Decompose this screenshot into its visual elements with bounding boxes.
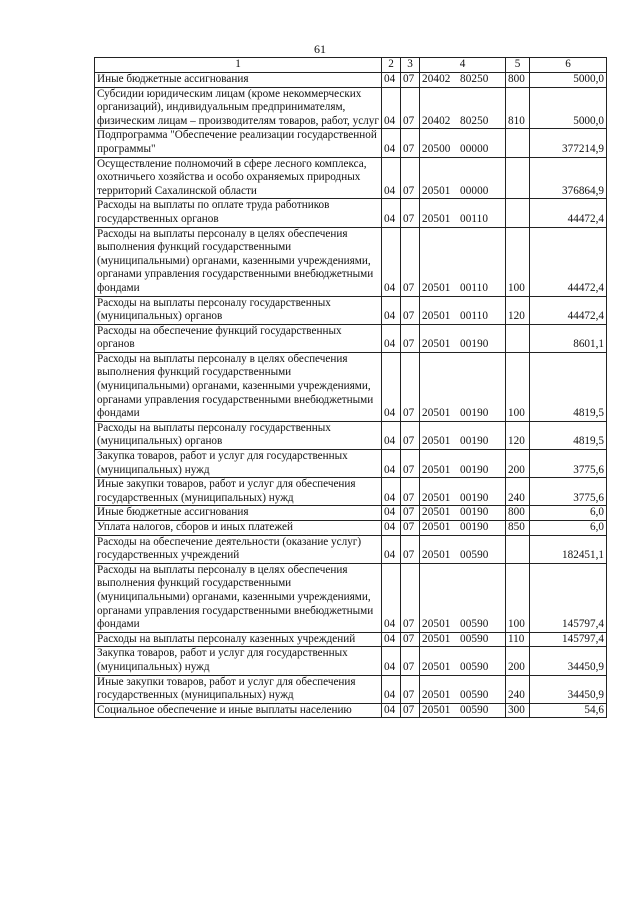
row-target-article xyxy=(420,421,506,449)
row-subsection: 07 xyxy=(401,632,420,647)
table-row xyxy=(95,647,607,675)
row-target-article xyxy=(420,129,506,157)
row-target-article-direction: 80250 xyxy=(460,114,489,127)
row-name: Расходы на выплаты персоналу казенных учреждений xyxy=(95,632,382,647)
row-name: Субсидии юридическим лицам (кроме некоммерческих организаций), индивидуальным предпринимателям, физическим лицам – производителям товаров, работ, услуг xyxy=(95,87,382,129)
row-name: Расходы на выплаты персоналу государственных (муниципальных) органов xyxy=(95,421,382,449)
row-expense-type xyxy=(506,324,530,352)
row-target-article-direction: 00190 xyxy=(460,491,489,504)
table-row xyxy=(95,521,607,536)
row-target-article-direction: 00110 xyxy=(460,212,489,225)
row-name: Иные закупки товаров, работ и услуг для обеспечения государственных (муниципальных) нужд xyxy=(95,478,382,506)
header-row xyxy=(95,58,607,73)
row-subsection: 07 xyxy=(401,296,420,324)
row-subsection: 07 xyxy=(401,227,420,296)
row-subsection: 07 xyxy=(401,563,420,632)
row-section: 04 xyxy=(382,632,401,647)
table-row xyxy=(95,478,607,506)
row-amount: 182451,1 xyxy=(530,535,607,563)
row-section: 04 xyxy=(382,227,401,296)
row-target-article-program: 20501 xyxy=(422,703,451,716)
row-section: 04 xyxy=(382,450,401,478)
row-amount: 145797,4 xyxy=(530,632,607,647)
row-expense-type: 810 xyxy=(506,87,530,129)
row-expense-type: 100 xyxy=(506,352,530,421)
row-target-article-program: 20501 xyxy=(422,618,451,631)
row-subsection: 07 xyxy=(401,157,420,199)
table-body xyxy=(95,73,607,718)
table-row xyxy=(95,87,607,129)
row-target-article xyxy=(420,352,506,421)
row-subsection: 07 xyxy=(401,506,420,521)
row-amount: 145797,4 xyxy=(530,563,607,632)
row-subsection: 07 xyxy=(401,450,420,478)
row-expense-type xyxy=(506,535,530,563)
row-section: 04 xyxy=(382,324,401,352)
table-row xyxy=(95,352,607,421)
row-target-article xyxy=(420,506,506,521)
row-target-article xyxy=(420,227,506,296)
row-expense-type: 110 xyxy=(506,632,530,647)
row-target-article-program: 20501 xyxy=(422,689,451,702)
row-target-article-program: 20402 xyxy=(422,114,451,127)
table-row xyxy=(95,199,607,227)
table-row xyxy=(95,506,607,521)
table-row xyxy=(95,421,607,449)
row-target-article-program: 20501 xyxy=(422,491,451,504)
row-name: Закупка товаров, работ и услуг для государственных (муниципальных) нужд xyxy=(95,450,382,478)
row-amount: 5000,0 xyxy=(530,87,607,129)
row-name: Расходы на выплаты персоналу в целях обеспечения выполнения функций государственными (муниципальными) органами, казенными учреждениями, органами управления государственными внебюджетными фондами xyxy=(95,227,382,296)
header-col-2: 2 xyxy=(382,58,401,73)
row-expense-type: 100 xyxy=(506,227,530,296)
row-amount: 34450,9 xyxy=(530,647,607,675)
row-name: Расходы на выплаты персоналу в целях обеспечения выполнения функций государственными (муниципальными) органами, казенными учреждениями, органами управления государственными внебюджетными фондами xyxy=(95,563,382,632)
row-name: Осуществление полномочий в сфере лесного комплекса, охотничьего хозяйства и особо охраняемых природных территорий Сахалинской области xyxy=(95,157,382,199)
row-subsection: 07 xyxy=(401,352,420,421)
row-name: Иные бюджетные ассигнования xyxy=(95,506,382,521)
row-target-article-direction: 00590 xyxy=(460,549,489,562)
row-subsection: 07 xyxy=(401,129,420,157)
row-target-article-program: 20501 xyxy=(422,310,451,323)
header-col-6: 6 xyxy=(530,58,607,73)
row-section: 04 xyxy=(382,199,401,227)
table-row xyxy=(95,703,607,718)
row-target-article-program: 20501 xyxy=(422,338,451,351)
row-name: Иные бюджетные ассигнования xyxy=(95,73,382,88)
row-target-article xyxy=(420,703,506,718)
row-expense-type xyxy=(506,157,530,199)
row-target-article-program: 20500 xyxy=(422,142,451,155)
row-amount: 3775,6 xyxy=(530,450,607,478)
row-target-article xyxy=(420,87,506,129)
row-target-article-program: 20501 xyxy=(422,463,451,476)
row-section: 04 xyxy=(382,563,401,632)
row-target-article xyxy=(420,535,506,563)
row-subsection: 07 xyxy=(401,675,420,703)
row-expense-type: 800 xyxy=(506,73,530,88)
row-name: Расходы на выплаты персоналу государственных (муниципальных) органов xyxy=(95,296,382,324)
table-row xyxy=(95,632,607,647)
row-section: 04 xyxy=(382,675,401,703)
row-section: 04 xyxy=(382,421,401,449)
row-amount: 44472,4 xyxy=(530,296,607,324)
row-target-article xyxy=(420,199,506,227)
row-target-article-direction: 00590 xyxy=(460,689,489,702)
table-row xyxy=(95,129,607,157)
row-expense-type xyxy=(506,199,530,227)
header-col-4: 4 xyxy=(420,58,506,73)
row-subsection: 07 xyxy=(401,647,420,675)
header-col-3: 3 xyxy=(401,58,420,73)
table-row xyxy=(95,296,607,324)
row-section: 04 xyxy=(382,703,401,718)
row-target-article-direction: 00190 xyxy=(460,506,489,519)
row-subsection: 07 xyxy=(401,199,420,227)
row-target-article-direction: 00190 xyxy=(460,463,489,476)
row-section: 04 xyxy=(382,647,401,675)
header-col-1: 1 xyxy=(95,58,382,73)
row-name: Подпрограмма "Обеспечение реализации государственной программы" xyxy=(95,129,382,157)
row-subsection: 07 xyxy=(401,521,420,536)
row-target-article xyxy=(420,324,506,352)
row-subsection: 07 xyxy=(401,87,420,129)
row-target-article xyxy=(420,632,506,647)
row-expense-type: 120 xyxy=(506,296,530,324)
row-target-article-direction: 00000 xyxy=(460,184,489,197)
row-section: 04 xyxy=(382,87,401,129)
row-target-article-program: 20501 xyxy=(422,660,451,673)
table-row xyxy=(95,675,607,703)
row-target-article-direction: 00190 xyxy=(460,338,489,351)
row-subsection: 07 xyxy=(401,73,420,88)
row-section: 04 xyxy=(382,157,401,199)
row-target-article-program: 20501 xyxy=(422,521,451,533)
row-amount: 4819,5 xyxy=(530,421,607,449)
row-amount: 3775,6 xyxy=(530,478,607,506)
row-section: 04 xyxy=(382,73,401,88)
row-subsection: 07 xyxy=(401,535,420,563)
row-name: Расходы на обеспечение деятельности (оказание услуг) государственных учреждений xyxy=(95,535,382,563)
row-amount: 6,0 xyxy=(530,521,607,536)
row-target-article xyxy=(420,563,506,632)
table-row xyxy=(95,324,607,352)
row-name: Иные закупки товаров, работ и услуг для обеспечения государственных (муниципальных) нужд xyxy=(95,675,382,703)
row-amount: 4819,5 xyxy=(530,352,607,421)
header-col-5: 5 xyxy=(506,58,530,73)
row-name: Расходы на обеспечение функций государственных органов xyxy=(95,324,382,352)
row-subsection: 07 xyxy=(401,703,420,718)
row-target-article-program: 20501 xyxy=(422,632,451,645)
row-amount: 6,0 xyxy=(530,506,607,521)
row-expense-type: 100 xyxy=(506,563,530,632)
row-target-article-program: 20501 xyxy=(422,212,451,225)
row-section: 04 xyxy=(382,535,401,563)
row-section: 04 xyxy=(382,506,401,521)
row-target-article xyxy=(420,647,506,675)
row-target-article-direction: 00110 xyxy=(460,281,489,294)
row-target-article xyxy=(420,675,506,703)
row-expense-type: 800 xyxy=(506,506,530,521)
row-name: Социальное обеспечение и иные выплаты населению xyxy=(95,703,382,718)
row-target-article-direction: 00190 xyxy=(460,521,489,533)
row-target-article xyxy=(420,521,506,536)
row-target-article-direction: 00110 xyxy=(460,310,489,323)
row-target-article-direction: 00590 xyxy=(460,618,489,631)
row-expense-type: 200 xyxy=(506,647,530,675)
row-target-article-direction: 80250 xyxy=(460,73,489,85)
row-amount: 34450,9 xyxy=(530,675,607,703)
row-expense-type: 240 xyxy=(506,478,530,506)
row-amount: 376864,9 xyxy=(530,157,607,199)
row-expense-type xyxy=(506,129,530,157)
row-target-article-program: 20501 xyxy=(422,549,451,562)
row-target-article-direction: 00190 xyxy=(460,407,489,420)
row-target-article xyxy=(420,478,506,506)
row-name: Закупка товаров, работ и услуг для государственных (муниципальных) нужд xyxy=(95,647,382,675)
row-target-article-direction: 00190 xyxy=(460,435,489,448)
row-subsection: 07 xyxy=(401,324,420,352)
row-amount: 377214,9 xyxy=(530,129,607,157)
row-name: Расходы на выплаты персоналу в целях обеспечения выполнения функций государственными (муниципальными) органами, казенными учреждениями, органами управления государственными внебюджетными фондами xyxy=(95,352,382,421)
row-target-article-program: 20501 xyxy=(422,407,451,420)
table-row xyxy=(95,157,607,199)
table-row xyxy=(95,450,607,478)
row-expense-type: 300 xyxy=(506,703,530,718)
row-subsection: 07 xyxy=(401,478,420,506)
row-section: 04 xyxy=(382,521,401,536)
table-row xyxy=(95,227,607,296)
row-target-article-program: 20501 xyxy=(422,281,451,294)
row-target-article-direction: 00590 xyxy=(460,703,489,716)
row-section: 04 xyxy=(382,352,401,421)
row-section: 04 xyxy=(382,296,401,324)
row-expense-type: 120 xyxy=(506,421,530,449)
row-subsection: 07 xyxy=(401,421,420,449)
row-expense-type: 240 xyxy=(506,675,530,703)
row-expense-type: 200 xyxy=(506,450,530,478)
row-expense-type: 850 xyxy=(506,521,530,536)
row-section: 04 xyxy=(382,129,401,157)
row-target-article-program: 20402 xyxy=(422,73,451,85)
row-name: Уплата налогов, сборов и иных платежей xyxy=(95,521,382,536)
row-amount: 54,6 xyxy=(530,703,607,718)
row-name: Расходы на выплаты по оплате труда работников государственных органов xyxy=(95,199,382,227)
row-target-article-program: 20501 xyxy=(422,435,451,448)
row-amount: 44472,4 xyxy=(530,199,607,227)
table-row xyxy=(95,563,607,632)
row-target-article xyxy=(420,450,506,478)
row-target-article-program: 20501 xyxy=(422,506,451,519)
row-amount: 5000,0 xyxy=(530,73,607,88)
row-amount: 8601,1 xyxy=(530,324,607,352)
row-section: 04 xyxy=(382,478,401,506)
row-target-article xyxy=(420,73,506,88)
row-target-article xyxy=(420,157,506,199)
budget-table xyxy=(94,57,607,718)
page-number: 61 xyxy=(314,42,326,56)
row-amount: 44472,4 xyxy=(530,227,607,296)
row-target-article xyxy=(420,296,506,324)
table-row xyxy=(95,73,607,88)
row-target-article-direction: 00590 xyxy=(460,632,489,645)
table-row xyxy=(95,535,607,563)
row-target-article-direction: 00000 xyxy=(460,142,489,155)
row-target-article-direction: 00590 xyxy=(460,660,489,673)
row-target-article-program: 20501 xyxy=(422,184,451,197)
